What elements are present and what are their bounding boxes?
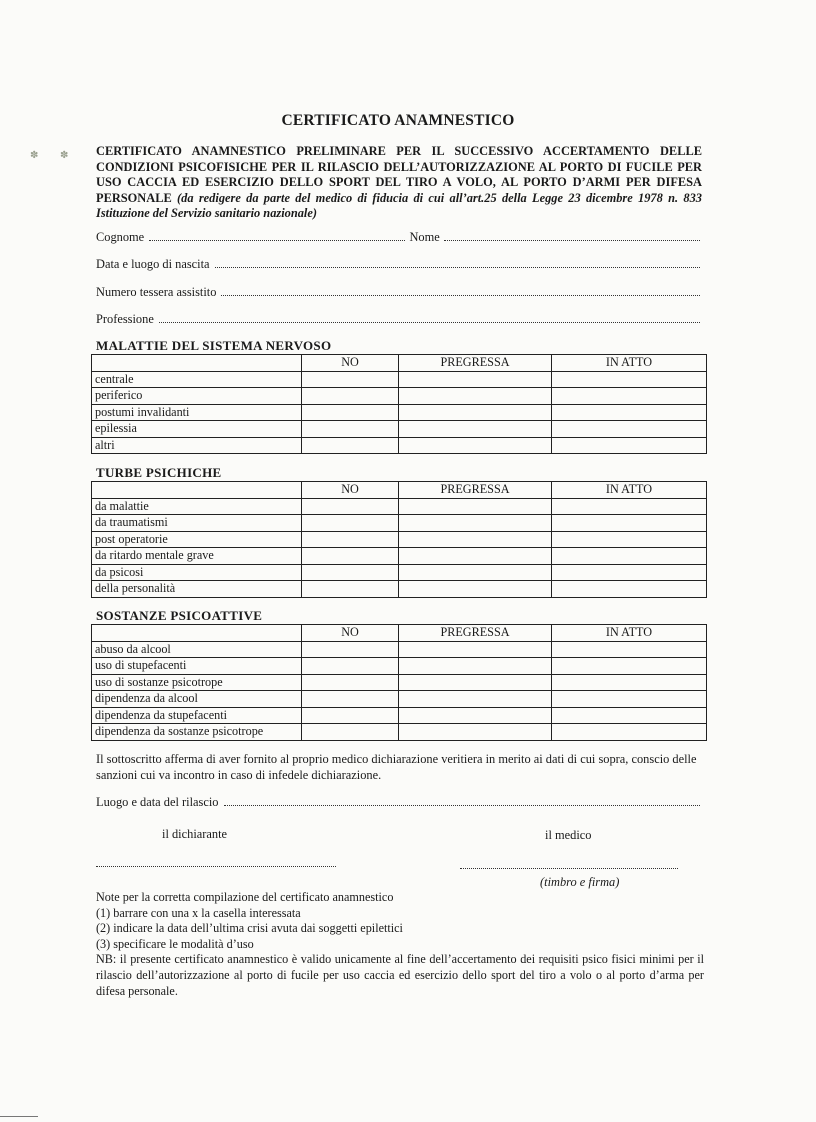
header-no: NO (302, 625, 399, 642)
checkbox-pregressa[interactable] (399, 498, 552, 515)
header-no: NO (302, 355, 399, 372)
table-row (92, 404, 707, 421)
checkbox-no[interactable] (302, 371, 399, 388)
checkbox-in-atto[interactable] (552, 564, 707, 581)
note-nb: NB: il presente certificato anamnestico è valido unicamente al fine dell’accertamento dei requisiti psico fisici minimi per il rilascio dell’autorizzazione al porto di fucile per uso caccia ed esercizio dello sport del tiro a volo o al porto d’arma per difesa personale. (96, 952, 704, 998)
tessera-row (96, 285, 700, 300)
header-blank-cell (92, 625, 302, 642)
checkbox-in-atto[interactable] (552, 531, 707, 548)
professione-label: Professione (96, 312, 154, 326)
row-label: da psicosi (92, 564, 302, 581)
checkbox-in-atto[interactable] (552, 724, 707, 741)
row-label: uso di stupefacenti (92, 658, 302, 675)
note-item: (2) indicare la data dell’ultima crisi avuta dai soggetti epilettici (96, 921, 403, 936)
checkbox-in-atto[interactable] (552, 707, 707, 724)
declaration-text: Il sottoscritto afferma di aver fornito al proprio medico dichiarazione veritiera in merito ai dati di cui sopra, conscio delle sanzioni cui va incontro in caso di infedele dichiarazione. (96, 752, 697, 782)
nome-field[interactable] (444, 240, 700, 241)
dichiarante-label: il dichiarante (162, 827, 228, 841)
row-label: epilessia (92, 421, 302, 438)
row-label: post operatorie (92, 531, 302, 548)
intro-bold-text: CERTIFICATO ANAMNESTICO PRELIMINARE PER IL SUCCESSIVO ACCERTAMENTO DELLE CONDIZIONI PSICOFISICHE PER IL RILASCIO DELL’AUTORIZZAZIONE AL PORTO DI FUCILE PER USO CACCIA ED ESERCIZIO DELLO SPORT DEL TIRO A VOLO, AL PORTO D’ARMI PER DIFESA PERSONALE (96, 144, 702, 205)
checkbox-no[interactable] (302, 658, 399, 675)
row-label: della personalità (92, 581, 302, 598)
release-row (96, 795, 700, 810)
checkbox-in-atto[interactable] (552, 404, 707, 421)
row-label: uso di sostanze psicotrope (92, 674, 302, 691)
checkbox-in-atto[interactable] (552, 548, 707, 565)
checkbox-no[interactable] (302, 421, 399, 438)
checkbox-in-atto[interactable] (552, 388, 707, 405)
checkbox-no[interactable] (302, 707, 399, 724)
medico-signature-line[interactable] (460, 868, 678, 869)
name-row (96, 230, 700, 245)
checkbox-pregressa[interactable] (399, 564, 552, 581)
checkbox-in-atto[interactable] (552, 421, 707, 438)
cognome-field[interactable] (149, 240, 405, 241)
table-header-row (92, 625, 707, 642)
checkbox-pregressa[interactable] (399, 581, 552, 598)
checkbox-no[interactable] (302, 724, 399, 741)
checkbox-pregressa[interactable] (399, 531, 552, 548)
table-row (92, 515, 707, 532)
checkbox-no[interactable] (302, 437, 399, 454)
row-label: da malattie (92, 498, 302, 515)
row-label: centrale (92, 371, 302, 388)
header-no: NO (302, 482, 399, 499)
document-title: CERTIFICATO ANAMNESTICO (281, 112, 515, 129)
header-pregressa: PREGRESSA (399, 625, 552, 642)
header-in-atto: IN ATTO (552, 482, 707, 499)
turbe-psichiche-table (91, 481, 707, 598)
header-in-atto: IN ATTO (552, 625, 707, 642)
checkbox-no[interactable] (302, 564, 399, 581)
checkbox-in-atto[interactable] (552, 437, 707, 454)
checkbox-no[interactable] (302, 674, 399, 691)
table-row (92, 371, 707, 388)
table-row (92, 388, 707, 405)
checkbox-in-atto[interactable] (552, 674, 707, 691)
checkbox-no[interactable] (302, 498, 399, 515)
checkbox-in-atto[interactable] (552, 641, 707, 658)
header-blank-cell (92, 482, 302, 499)
professione-field[interactable] (159, 322, 700, 323)
table-header-row (92, 482, 707, 499)
medico-label: il medico (545, 828, 592, 842)
checkbox-in-atto[interactable] (552, 515, 707, 532)
table-row (92, 531, 707, 548)
checkbox-no[interactable] (302, 531, 399, 548)
table-row (92, 581, 707, 598)
table-row (92, 691, 707, 708)
row-label: dipendenza da alcool (92, 691, 302, 708)
row-label: altri (92, 437, 302, 454)
checkbox-in-atto[interactable] (552, 498, 707, 515)
sostanze-psicoattive-table (91, 624, 707, 741)
section-title-sostanze-psicoattive: SOSTANZE PSICOATTIVE (96, 608, 263, 623)
release-field[interactable] (224, 805, 701, 806)
tessera-field[interactable] (221, 295, 700, 296)
checkbox-in-atto[interactable] (552, 658, 707, 675)
scan-speck-icon: ✽ (30, 150, 39, 161)
table-row (92, 707, 707, 724)
release-label: Luogo e data del rilascio (96, 795, 219, 809)
row-label: da traumatismi (92, 515, 302, 532)
dichiarante-signature-line[interactable] (96, 866, 336, 867)
checkbox-pregressa[interactable] (399, 437, 552, 454)
note-item: (1) barrare con una x la casella interessata (96, 905, 301, 920)
checkbox-no[interactable] (302, 515, 399, 532)
header-pregressa: PREGRESSA (399, 482, 552, 499)
row-label: dipendenza da sostanze psicotrope (92, 724, 302, 741)
row-label: abuso da alcool (92, 641, 302, 658)
checkbox-in-atto[interactable] (552, 691, 707, 708)
section-title-sistema-nervoso: MALATTIE DEL SISTEMA NERVOSO (96, 338, 332, 353)
table-row (92, 564, 707, 581)
header-in-atto: IN ATTO (552, 355, 707, 372)
table-row (92, 548, 707, 565)
checkbox-pregressa[interactable] (399, 707, 552, 724)
row-label: dipendenza da stupefacenti (92, 707, 302, 724)
scan-speck-icon: ✽ (60, 150, 69, 161)
table-row (92, 674, 707, 691)
checkbox-pregressa[interactable] (399, 404, 552, 421)
checkbox-in-atto[interactable] (552, 371, 707, 388)
table-header-row (92, 355, 707, 372)
checkbox-pregressa[interactable] (399, 724, 552, 741)
professione-row (96, 312, 700, 327)
nascita-field[interactable] (215, 267, 700, 268)
birth-row (96, 257, 700, 272)
row-label: postumi invalidanti (92, 404, 302, 421)
checkbox-in-atto[interactable] (552, 581, 707, 598)
table-row (92, 658, 707, 675)
checkbox-pregressa[interactable] (399, 658, 552, 675)
checkbox-no[interactable] (302, 641, 399, 658)
checkbox-pregressa[interactable] (399, 515, 552, 532)
checkbox-pregressa[interactable] (399, 641, 552, 658)
note-item: (3) specificare le modalità d’uso (96, 936, 254, 951)
checkbox-no[interactable] (302, 548, 399, 565)
notes-block (96, 890, 704, 999)
table-row (92, 437, 707, 454)
section-title-turbe-psichiche: TURBE PSICHICHE (96, 465, 222, 480)
intro-paragraph (96, 144, 702, 222)
scan-edge-line (0, 1116, 38, 1117)
sistema-nervoso-table (91, 354, 707, 454)
checkbox-pregressa[interactable] (399, 421, 552, 438)
checkbox-pregressa[interactable] (399, 548, 552, 565)
checkbox-pregressa[interactable] (399, 674, 552, 691)
checkbox-pregressa[interactable] (399, 371, 552, 388)
checkbox-no[interactable] (302, 691, 399, 708)
table-row (92, 498, 707, 515)
table-row (92, 641, 707, 658)
tessera-label: Numero tessera assistito (96, 285, 217, 299)
checkbox-no[interactable] (302, 388, 399, 405)
notes-heading: Note per la corretta compilazione del certificato anamnestico (96, 890, 394, 904)
table-row (92, 421, 707, 438)
header-pregressa: PREGRESSA (399, 355, 552, 372)
cognome-label: Cognome (96, 230, 145, 244)
table-row (92, 724, 707, 741)
checkbox-no[interactable] (302, 404, 399, 421)
checkbox-pregressa[interactable] (399, 388, 552, 405)
header-blank-cell (92, 355, 302, 372)
stamp-label: (timbro e firma) (540, 875, 620, 889)
row-label: periferico (92, 388, 302, 405)
checkbox-no[interactable] (302, 581, 399, 598)
nascita-label: Data e luogo di nascita (96, 257, 210, 271)
nome-label: Nome (409, 230, 440, 244)
checkbox-pregressa[interactable] (399, 691, 552, 708)
row-label: da ritardo mentale grave (92, 548, 302, 565)
intro-italic-text: (da redigere da parte del medico di fiducia di cui all’art.25 della Legge 23 dicembre 1978 n. 833 Istituzione del Servizio sanitario nazionale) (96, 190, 702, 221)
